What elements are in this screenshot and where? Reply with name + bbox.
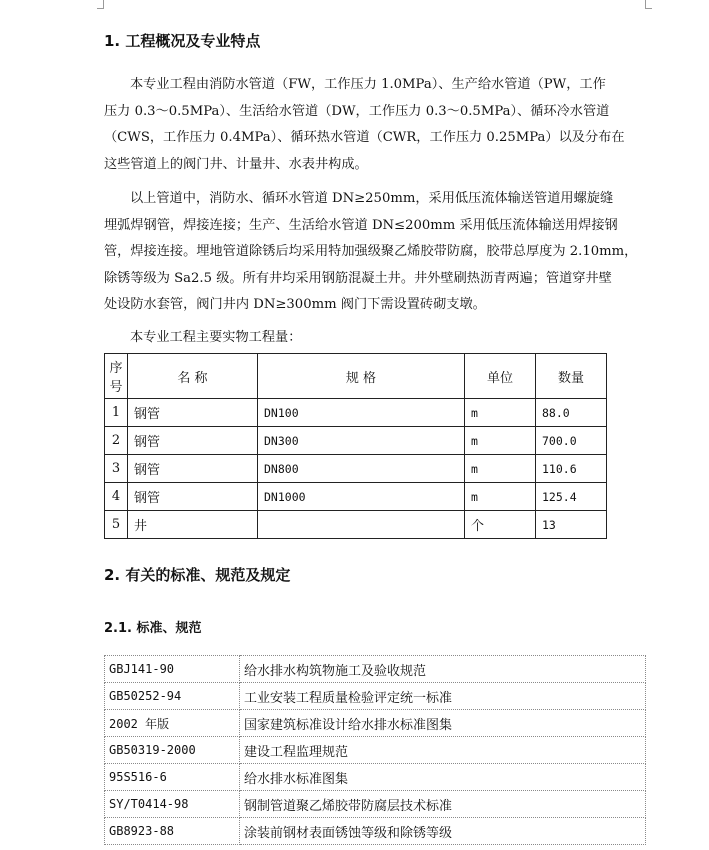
paragraph-line: 除锈等级为 Sa2.5 级。所有井均采用钢筋混凝土井。井外壁刷热沥青两遍；管道穿井壁: [104, 270, 612, 286]
table-row: [105, 455, 607, 483]
cell-no: 1: [105, 399, 128, 427]
table-row: [105, 710, 646, 737]
table-row: [105, 483, 607, 511]
cell-qty: 700.0: [536, 427, 607, 455]
paragraph-line: 本专业工程由消防水管道（FW，工作压力 1.0MPa）、生产给水管道（PW，工作: [130, 77, 606, 92]
standard-code: GB50252-94: [105, 683, 240, 710]
cell-name: 钢管: [128, 483, 258, 511]
section1-heading: 1. 工程概况及专业特点: [104, 32, 261, 50]
cell-qty: 88.0: [536, 399, 607, 427]
page-corner-mark-left: [97, 0, 104, 9]
paragraph-line: 压力 0.3～0.5MPa）、生活给水管道（DW，工作压力 0.3～0.5MPa）、循环冷水管道: [104, 103, 610, 119]
cell-spec: DN1000: [258, 483, 465, 511]
table-row: [105, 427, 607, 455]
table-row: [105, 656, 646, 683]
paragraph-line: 管，焊接连接。埋地管道除锈后均采用特加强级聚乙烯胶带防腐，胶带总厚度为 2.10mm，: [104, 244, 638, 259]
cell-spec: DN800: [258, 455, 465, 483]
paragraph-line: 埋弧焊钢管，焊接连接；生产、生活给水管道 DN≤200mm 采用低压流体输送用焊接钢: [104, 217, 618, 233]
standard-title: 给水排水标准图集: [240, 764, 646, 791]
cell-spec: DN100: [258, 399, 465, 427]
cell-unit: 个: [465, 511, 536, 539]
standard-title: 钢制管道聚乙烯胶带防腐层技术标准: [240, 791, 646, 818]
standard-code: GB8923-88: [105, 818, 240, 845]
quantity-table: [104, 353, 607, 539]
cell-name: 井: [128, 511, 258, 539]
cell-no: 3: [105, 455, 128, 483]
page-corner-mark-right: [645, 0, 652, 9]
table-row: [105, 511, 607, 539]
header-qty: 数量: [536, 354, 607, 399]
standards-table: [104, 655, 646, 845]
cell-spec: [258, 511, 465, 539]
cell-spec: DN300: [258, 427, 465, 455]
standard-title: 国家建筑标准设计给水排水标准图集: [240, 710, 646, 737]
cell-qty: 13: [536, 511, 607, 539]
standard-title: 工业安装工程质量检验评定统一标准: [240, 683, 646, 710]
section2-1-heading: 2.1. 标准、规范: [104, 621, 202, 636]
standard-title: 给水排水构筑物施工及验收规范: [240, 656, 646, 683]
cell-unit: m: [465, 399, 536, 427]
paragraph-line: 这些管道上的阀门井、计量井、水表井构成。: [104, 156, 368, 172]
cell-unit: m: [465, 483, 536, 511]
standard-code: GBJ141-90: [105, 656, 240, 683]
table-row: [105, 791, 646, 818]
cell-unit: m: [465, 455, 536, 483]
section1-paragraph-2: [104, 186, 638, 319]
section1-paragraph-1: [104, 72, 624, 178]
standard-code: 2002 年版: [105, 710, 240, 737]
standard-title: 涂装前钢材表面锈蚀等级和除锈等级: [240, 818, 646, 845]
cell-unit: m: [465, 427, 536, 455]
table-row: [105, 399, 607, 427]
standard-code: GB50319-2000: [105, 737, 240, 764]
table-header-row: [105, 354, 607, 399]
standard-title: 建设工程监理规范: [240, 737, 646, 764]
cell-qty: 110.6: [536, 455, 607, 483]
cell-no: 4: [105, 483, 128, 511]
cell-name: 钢管: [128, 455, 258, 483]
section2-heading: 2. 有关的标准、规范及规定: [104, 566, 291, 584]
paragraph-line: 以上管道中，消防水、循环水管道 DN≥250mm，采用低压流体输送管道用螺旋缝: [130, 191, 614, 206]
table-row: [105, 818, 646, 845]
cell-no: 2: [105, 427, 128, 455]
header-name: 名 称: [128, 354, 258, 399]
standard-code: 95S516-6: [105, 764, 240, 791]
cell-no: 5: [105, 511, 128, 539]
header-no-line2: 号: [109, 380, 123, 395]
table-row: [105, 683, 646, 710]
table-row: [105, 737, 646, 764]
header-spec: 规 格: [258, 354, 465, 399]
paragraph-line: （CWS，工作压力 0.4MPa）、循环热水管道（CWR，工作压力 0.25MPa）以及分布在: [104, 130, 625, 145]
cell-name: 钢管: [128, 399, 258, 427]
cell-name: 钢管: [128, 427, 258, 455]
header-no-line1: 序: [109, 361, 123, 376]
standard-code: SY/T0414-98: [105, 791, 240, 818]
header-unit: 单位: [465, 354, 536, 399]
table-row: [105, 764, 646, 791]
paragraph-line: 处设防水套管，阀门井内 DN≥300mm 阀门下需设置砖砌支墩。: [104, 297, 486, 312]
table-intro: 本专业工程主要实物工程量：: [130, 330, 302, 345]
header-no: [105, 354, 128, 399]
cell-qty: 125.4: [536, 483, 607, 511]
